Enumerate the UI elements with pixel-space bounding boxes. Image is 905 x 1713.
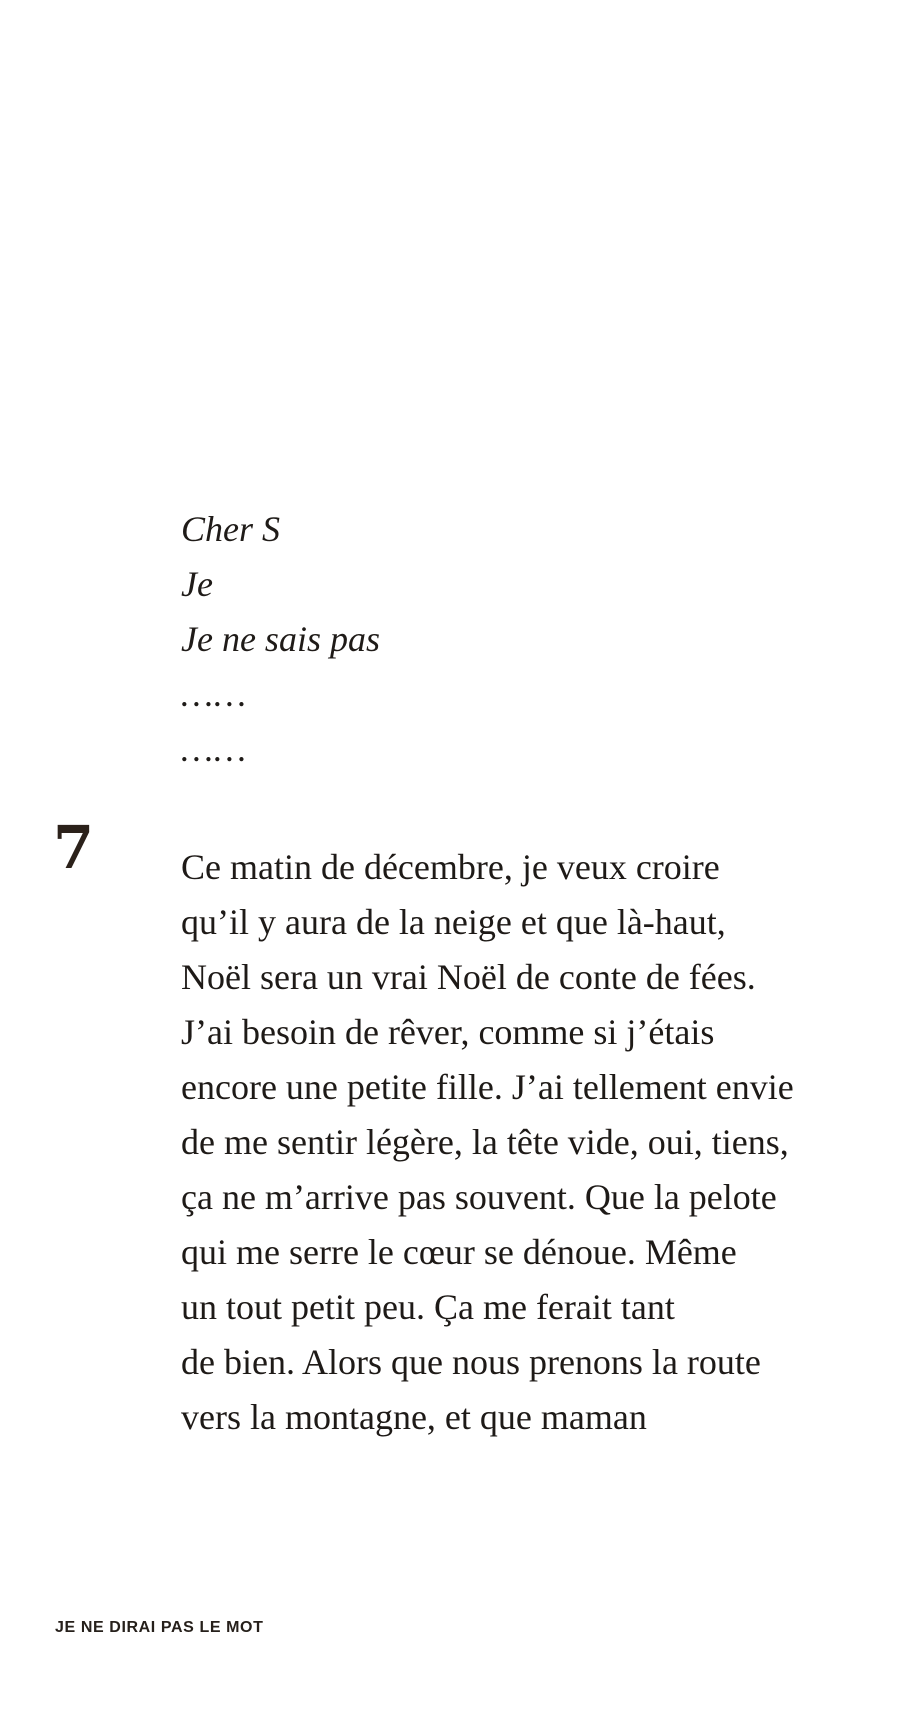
body-line: vers la montagne, et que maman [181,1397,647,1437]
running-footer-title: JE NE DIRAI PAS LE MOT [55,1619,264,1636]
letter-line: Je ne sais pas [181,619,380,659]
body-line: Noël sera un vrai Noël de conte de fées. [181,957,756,997]
body-line: de bien. Alors que nous prenons la route [181,1342,761,1382]
letter-draft [181,502,380,777]
body-line: Ce matin de décembre, je veux croire [181,847,720,887]
chapter-number: 7 [53,813,95,882]
letter-line: Cher S [181,509,280,549]
ellipsis-line: …… [181,674,248,714]
body-line: qu’il y aura de la neige et que là-haut, [181,902,726,942]
body-line: encore une petite fille. J’ai tellement envie [181,1067,794,1107]
body-line: ça ne m’arrive pas souvent. Que la pelote [181,1177,777,1217]
letter-line: Je [181,564,213,604]
ellipsis-line: …… [181,729,248,769]
body-line: J’ai besoin de rêver, comme si j’étais [181,1012,715,1052]
body-line: qui me serre le cœur se dénoue. Même [181,1232,737,1272]
body-line: un tout petit peu. Ça me ferait tant [181,1287,675,1327]
body-paragraph [181,840,794,1445]
body-line: de me sentir légère, la tête vide, oui, tiens, [181,1122,789,1162]
